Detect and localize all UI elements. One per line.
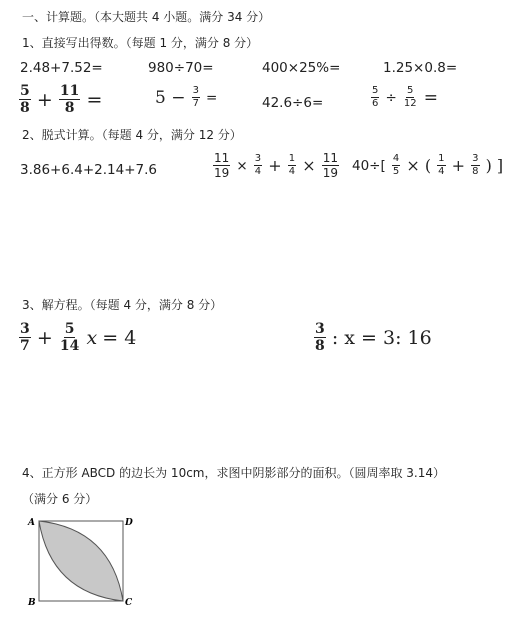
square-figure (26, 513, 138, 609)
section-title: 一、计算题。（本大题共 4 小题。满分 34 分） (22, 10, 271, 24)
shaded-region (39, 521, 123, 601)
fraction: $\frac{5}{14}$ (59, 321, 80, 354)
fraction: $\frac{1}{4}$ (288, 153, 296, 177)
label-d: D (125, 518, 133, 528)
fraction: $\frac{5}{8}$ (20, 83, 30, 116)
fraction: $\frac{3}{7}$ (20, 321, 30, 354)
q1-item-1: 2.48+7.52= (20, 60, 103, 76)
q2-expr-3: 40÷[ $\frac{4}{5}$ × ( $\frac{1}{4}$ + $\frac{3}{8}$ ) ] (352, 153, 504, 177)
q1-item-8: $\frac{5}{6}$ ÷ $\frac{5}{12}$ = (372, 85, 438, 109)
q4-title: 4、正方形 ABCD 的边长为 10cm，求图中阴影部分的面积。（圆周率取 3.14） (22, 466, 446, 480)
label-c: C (125, 598, 133, 608)
q3-equation-2: $\frac{3}{8}$ : x = 3: 16 (315, 321, 432, 354)
label-b: B (28, 598, 36, 608)
fraction: $\frac{5}{6}$ (372, 85, 379, 109)
fraction: $\frac{11}{19}$ (322, 151, 338, 180)
label-a: A (28, 518, 35, 528)
q4-score: （满分 6 分） (22, 492, 98, 506)
q1-item-5: $\frac{5}{8}$ + $\frac{11}{8}$ = (20, 83, 103, 116)
fraction: $\frac{3}{7}$ (192, 85, 199, 109)
fraction: $\frac{1}{4}$ (438, 153, 445, 177)
q2-title: 2、脱式计算。（每题 4 分，满分 12 分） (22, 128, 242, 142)
q2-expr-1: 3.86+6.4+2.14+7.6 (20, 162, 157, 178)
fraction: $\frac{3}{8}$ (472, 153, 479, 177)
q1-item-7: 42.6÷6= (262, 95, 324, 111)
q2-expr-2: $\frac{11}{19}$ × $\frac{3}{4}$ + $\frac{1}{4}$ × $\frac{11}{19}$ (214, 151, 338, 180)
q1-title: 1、直接写出得数。（每题 1 分，满分 8 分） (22, 36, 259, 50)
q3-equation-1: $\frac{3}{7}$ + $\frac{5}{14}$ x = 4 (20, 321, 137, 354)
fraction: $\frac{5}{12}$ (403, 85, 417, 109)
q1-item-3: 400×25%= (262, 60, 341, 76)
fraction: $\frac{11}{8}$ (59, 83, 80, 116)
fraction: $\frac{11}{19}$ (214, 151, 230, 180)
fraction: $\frac{3}{4}$ (254, 153, 262, 177)
q1-item-2: 980÷70= (148, 60, 214, 76)
fraction: $\frac{4}{5}$ (392, 153, 400, 177)
q3-title: 3、解方程。（每题 4 分，满分 8 分） (22, 298, 223, 312)
q1-item-4: 1.25×0.8= (383, 60, 458, 76)
q1-item-6: 5 − $\frac{3}{7}$ = (155, 85, 218, 109)
fraction: $\frac{3}{8}$ (315, 321, 325, 354)
